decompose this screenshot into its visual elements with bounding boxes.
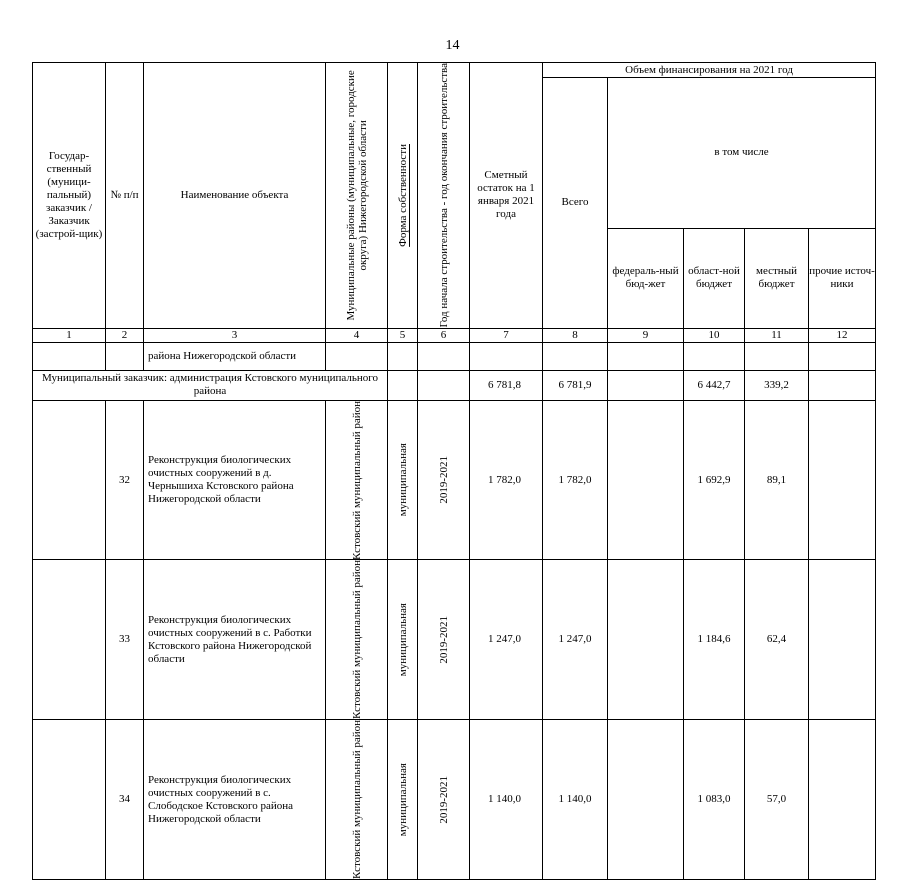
group-row [33, 370, 876, 400]
total-cell: 1 247,0 [543, 560, 608, 720]
header-years: Год начала строительства - год окончания строительства [418, 63, 470, 329]
ownership-cell: муниципальная [388, 720, 418, 880]
row-number: 33 [106, 560, 144, 720]
object-name: Реконструкция биологических очистных сооружений в с. Работки Кстовского района Нижегородской области [144, 560, 326, 720]
continuation-row [33, 342, 876, 370]
object-name: Реконструкция биологических очистных сооружений в с. Слободское Кстовского района Нижегородской области [144, 720, 326, 880]
continuation-text: района Нижегородской области [144, 342, 326, 370]
header-ownership: Форма собственности [388, 63, 418, 329]
local-cell: 62,4 [745, 560, 809, 720]
header-federal: федераль-ный бюд-жет [608, 228, 684, 328]
col-number: 2 [106, 328, 144, 342]
district-cell: Кстовский муниципальный район [326, 720, 388, 880]
total-cell: 1 782,0 [543, 400, 608, 560]
col-number: 6 [418, 328, 470, 342]
header-regional: област-ной бюджет [684, 228, 745, 328]
header-customer: Государ-ственный (муници-пальный) заказчик / Заказчик (застрой-щик) [33, 63, 106, 329]
header-local: местный бюджет [745, 228, 809, 328]
local-cell: 89,1 [745, 400, 809, 560]
group-total: 6 781,9 [543, 370, 608, 400]
column-number-row [33, 328, 876, 342]
estimate-cell: 1 782,0 [470, 400, 543, 560]
group-federal [608, 370, 684, 400]
other-cell [809, 400, 876, 560]
header-number: № п/п [106, 63, 144, 329]
ownership-cell: муниципальная [388, 560, 418, 720]
col-number: 5 [388, 328, 418, 342]
header-object-name: Наименование объекта [144, 63, 326, 329]
years-cell: 2019-2021 [418, 720, 470, 880]
col-number: 8 [543, 328, 608, 342]
years-cell: 2019-2021 [418, 400, 470, 560]
row-number: 32 [106, 400, 144, 560]
header-total: Всего [543, 78, 608, 329]
col-number: 9 [608, 328, 684, 342]
other-cell [809, 720, 876, 880]
estimate-cell: 1 247,0 [470, 560, 543, 720]
header-funding: Объем финансирования на 2021 год [543, 63, 876, 78]
col-number: 7 [470, 328, 543, 342]
header-estimate: Сметный остаток на 1 января 2021 года [470, 63, 543, 329]
group-other [809, 370, 876, 400]
row-number: 34 [106, 720, 144, 880]
federal-cell [608, 400, 684, 560]
group-label: Муниципальный заказчик: администрация Кстовского муниципального района [33, 370, 388, 400]
years-cell: 2019-2021 [418, 560, 470, 720]
col-number: 10 [684, 328, 745, 342]
regional-cell: 1 692,9 [684, 400, 745, 560]
table-row [33, 720, 876, 880]
federal-cell [608, 720, 684, 880]
header-including: в том числе [608, 78, 876, 229]
district-cell: Кстовский муниципальный район [326, 400, 388, 560]
col-number: 4 [326, 328, 388, 342]
financing-table [32, 62, 876, 880]
col-number: 3 [144, 328, 326, 342]
ownership-cell: муниципальная [388, 400, 418, 560]
total-cell: 1 140,0 [543, 720, 608, 880]
col-number: 1 [33, 328, 106, 342]
estimate-cell: 1 140,0 [470, 720, 543, 880]
group-local: 339,2 [745, 370, 809, 400]
group-regional: 6 442,7 [684, 370, 745, 400]
header-other: прочие источ-ники [809, 228, 876, 328]
regional-cell: 1 184,6 [684, 560, 745, 720]
table-row [33, 400, 876, 560]
district-cell: Кстовский муниципальный район [326, 560, 388, 720]
regional-cell: 1 083,0 [684, 720, 745, 880]
header-district: Муниципальные районы (муниципальные, городские округа) Нижегородской области [326, 63, 388, 329]
group-estimate: 6 781,8 [470, 370, 543, 400]
object-name: Реконструкция биологических очистных сооружений в д. Чернышиха Кстовского района Нижегородской области [144, 400, 326, 560]
col-number: 12 [809, 328, 876, 342]
page-number: 14 [445, 38, 460, 53]
local-cell: 57,0 [745, 720, 809, 880]
col-number: 11 [745, 328, 809, 342]
